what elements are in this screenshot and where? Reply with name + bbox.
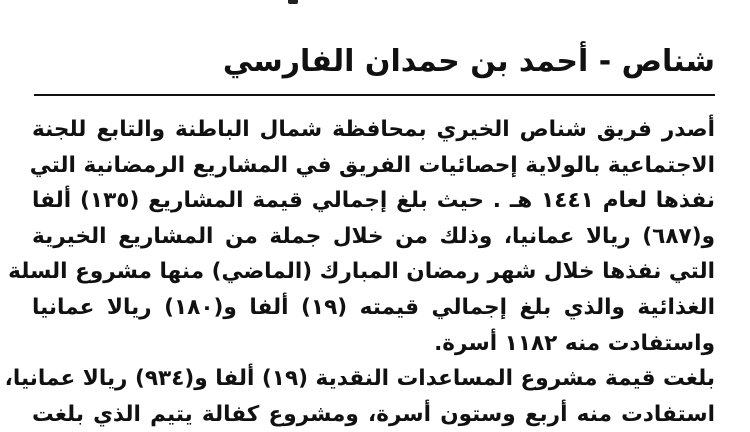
paragraph-1-line: نفذها لعام ١٤٤١ هـ . حيث بلغ إجمالي قيمة المشاريع (١٣٥) ألفا (32, 188, 715, 214)
byline-divider (34, 94, 715, 96)
paragraph-1-line: و(٦٨٧) ريالا عمانيا، وذلك من خلال جملة من المشاريع الخيرية (32, 223, 715, 249)
article-body (4, 112, 716, 427)
cropped-headline-fragment (288, 0, 298, 4)
paragraph-1-line: واستفادت منه ١١٨٢ أسرة. (434, 330, 715, 356)
paragraph-1-line: أصدر فريق شناص الخيري بمحافظة شمال الباطنة والتابع للجنة (32, 117, 715, 142)
paragraph-2-line: استفادت منه أربع وستون أسرة، ومشروع كفالة يتيم الذي بلغت (32, 401, 715, 427)
paragraph-1-line: الغذائية والذي بلغ إجمالي قيمته (١٩) ألفا و(١٨٠) ريالا عمانيا (32, 294, 716, 320)
paragraph-2-line: بلغت قيمة مشروع المساعدات النقدية (١٩) ألفا و(٩٣٤) ريالا عمانيا، (4, 366, 715, 392)
paragraph-1-line: التي نفذها خلال شهر رمضان المبارك (الماضي) منها مشروع السلة (8, 259, 715, 285)
byline: شناص - أحمد بن حمدان الفارسي (222, 44, 715, 79)
paragraph-1-line: الاجتماعية بالولاية إحصائيات الفريق في المشاريع الرمضانية التي (29, 152, 715, 178)
